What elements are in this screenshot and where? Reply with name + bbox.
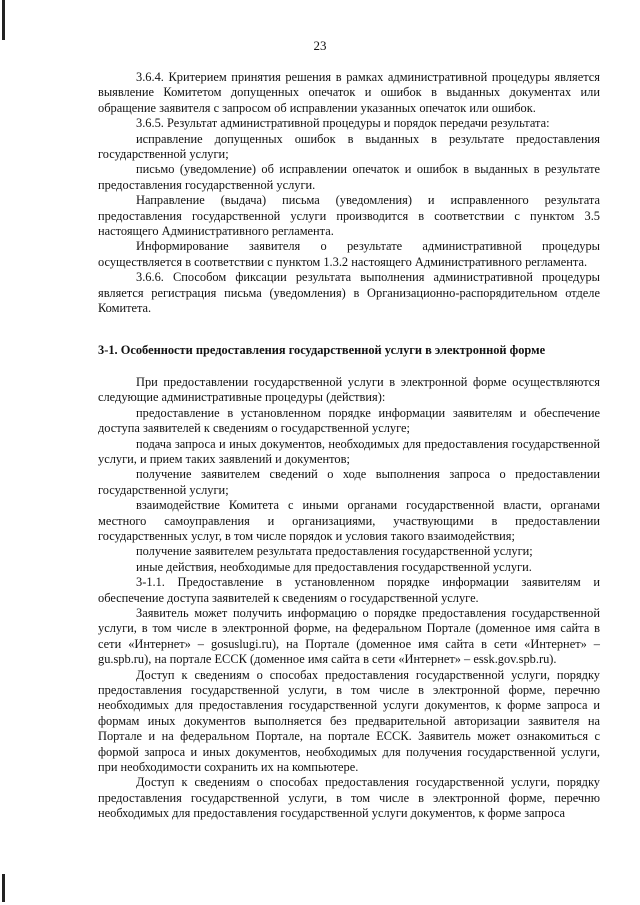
page-number: 23	[313, 38, 327, 53]
paragraph: Информирование заявителя о результате административной процедуры осуществляется в соответствии с пунктом 1.3.2 настоящего Административного регламента.	[98, 239, 600, 269]
paragraph: Направление (выдача) письма (уведомления) и исправленного результата предоставления государственной услуги производится в соответствии с пунктом 3.5 настоящего Административного регламента.	[98, 193, 600, 239]
paragraph: При предоставлении государственной услуги в электронной форме осуществляются следующие административные процедуры (действия):	[98, 374, 600, 405]
scan-edge-mark	[2, 0, 5, 40]
paragraph: получение заявителем сведений о ходе выполнения запроса о предоставлении государственной услуги;	[98, 467, 600, 497]
paragraph: Доступ к сведениям о способах предоставления государственной услуги, порядку предоставления государственной услуги, в том числе в электронной форме, перечню необходимых для предоставления государственной услуги документов, к форме запроса	[98, 775, 600, 821]
paragraph: иные действия, необходимые для предоставления государственной услуги.	[136, 559, 532, 574]
document-body	[98, 70, 600, 822]
scan-edge-mark	[2, 874, 5, 902]
paragraph: предоставление в установленном порядке информации заявителям и обеспечение доступа заявителей к сведениям о государственной услуге;	[98, 405, 600, 436]
paragraph: 3.6.6. Способом фиксации результата выполнения административной процедуры является регистрация письма (уведомления) в Организационно-распорядительном отделе Комитета.	[98, 270, 600, 316]
paragraph: 3.6.5. Результат административной процедуры и порядок передачи результата:	[136, 116, 550, 131]
paragraph: получение заявителем результата предоставления государственной услуги;	[136, 544, 533, 559]
paragraph: Доступ к сведениям о способах предоставления государственной услуги, порядку предоставления государственной услуги, в том числе в электронной форме, перечню необходимых для предоставления государственной услуги документов, к форме запроса и формам иных документов выполняется без предварительной авторизации заявителя на Портале и на федеральном Портале, на портале ЕССК. Заявитель может ознакомиться с формой запроса и иных документов, необходимых для получения государственной услуги, при необходимости сохранить их на компьютере.	[98, 667, 600, 775]
paragraph: подача запроса и иных документов, необходимых для предоставления государственной услуги, и прием таких заявлений и документов;	[98, 436, 600, 466]
paragraph: 3-1.1. Предоставление в установленном порядке информации заявителям и обеспечение доступа заявителей к сведениям о государственной услуге.	[98, 575, 600, 605]
paragraph: взаимодействие Комитета с иными органами государственной власти, органами местного самоуправления и организациями, участвующими в предоставлении государственных услуг, в том числе порядок и условия такого взаимодействия;	[98, 498, 600, 543]
paragraph: 3.6.4. Критерием принятия решения в рамках административной процедуры является выявление Комитетом допущенных опечаток и ошибок в выданных документах или обращение заявителя с запросом об исправлении указанных опечаток или ошибок.	[98, 70, 600, 115]
paragraph: исправление допущенных ошибок в выданных в результате предоставления государственной услуги;	[98, 131, 600, 162]
paragraph: письмо (уведомление) об исправлении опечаток и ошибок в выданных в результате предоставления государственной услуги.	[98, 162, 600, 192]
section-heading: 3-1. Особенности предоставления государственной услуги в электронной форме	[98, 342, 546, 357]
paragraph: Заявитель может получить информацию о порядке предоставления государственной услуги, в том числе в электронной форме, на федеральном Портале (доменное имя сайта в сети «Интернет» – gosuslugi.ru), на Портале (доменное имя сайта в сети «Интернет» – gu.spb.ru), на портале ЕССК (доменное имя сайта в сети «Интернет» – essk.gov.spb.ru).	[98, 606, 600, 667]
